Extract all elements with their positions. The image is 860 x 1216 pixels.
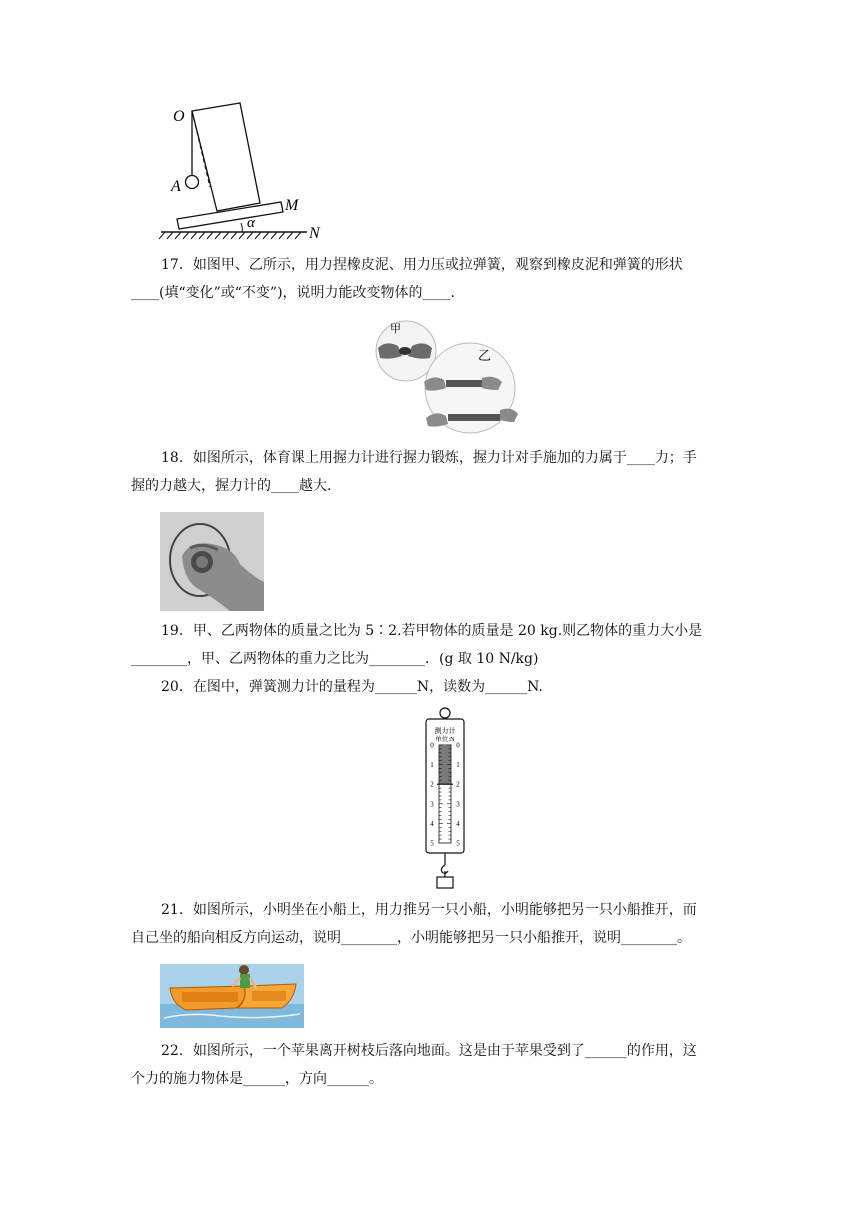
scale-tick-right: 2 bbox=[456, 780, 460, 789]
label-alpha: α bbox=[247, 215, 255, 231]
scale-tick-left: 2 bbox=[430, 780, 434, 789]
label-a: A bbox=[171, 178, 181, 195]
scale-tick-right: 0 bbox=[456, 741, 460, 750]
question-22-line1: 22．如图所示，一个苹果离开树枝后落向地面。这是由于苹果受到了______的作用，这 bbox=[161, 1043, 697, 1059]
question-19-line2: ________，甲、乙两物体的重力之比为________．(g 取 10 N/kg) bbox=[131, 651, 539, 667]
figure-clay-spring bbox=[372, 318, 522, 438]
figure-incline bbox=[155, 95, 335, 245]
scale-tick-right: 1 bbox=[456, 761, 460, 770]
question-18 bbox=[131, 444, 731, 500]
scale-title-2: 单位:N bbox=[435, 736, 455, 743]
question-18-line1: 18．如图所示，体育课上用握力计进行握力锻炼，握力计对手施加的力属于____力；手 bbox=[161, 450, 697, 466]
question-17-line1: 17．如图甲、乙所示，用力捏橡皮泥、用力压或拉弹簧，观察到橡皮泥和弹簧的形状 bbox=[161, 257, 683, 273]
scale-tick-right: 5 bbox=[456, 839, 460, 848]
question-18-line2: 握的力越大，握力计的____越大. bbox=[131, 478, 332, 494]
scale-tick-left: 1 bbox=[430, 761, 434, 770]
label-m: M bbox=[285, 197, 299, 214]
question-21-line1: 21．如图所示，小明坐在小船上，用力推另一只小船，小明能够把另一只小船推开，而 bbox=[161, 902, 697, 918]
figure-spring-scale bbox=[420, 705, 470, 891]
question-19 bbox=[131, 617, 731, 673]
label-n: N bbox=[309, 225, 320, 242]
scale-tick-left: 4 bbox=[430, 819, 434, 828]
question-22 bbox=[131, 1037, 731, 1093]
question-21 bbox=[131, 896, 731, 952]
question-20 bbox=[131, 673, 731, 701]
question-19-line1: 19．甲、乙两物体的质量之比为 5∶2.若甲物体的质量是 20 kg.则乙物体的重力大小是 bbox=[161, 623, 703, 639]
scale-tick-right: 3 bbox=[456, 800, 460, 809]
scale-tick-left: 3 bbox=[430, 800, 434, 809]
question-17-line2: ____(填“变化”或“不变”)，说明力能改变物体的____. bbox=[131, 285, 456, 301]
figure-grip-photo bbox=[160, 512, 264, 611]
figure-boats bbox=[160, 964, 304, 1028]
scale-tick-left: 5 bbox=[430, 839, 434, 848]
question-21-line2: 自己坐的船向相反方向运动，说明________，小明能够把另一只小船推开，说明________。 bbox=[131, 930, 691, 946]
question-22-line2: 个力的施力物体是______，方向______。 bbox=[131, 1071, 383, 1087]
scale-tick-left: 0 bbox=[430, 741, 434, 750]
label-o: O bbox=[173, 108, 185, 125]
question-17 bbox=[131, 251, 731, 307]
label-jia: 甲 bbox=[390, 323, 401, 335]
scale-tick-right: 4 bbox=[456, 819, 460, 828]
question-20-line1: 20．在图中，弹簧测力计的量程为______N，读数为______N. bbox=[161, 679, 543, 695]
scale-title-1: 测力计 bbox=[434, 727, 456, 735]
label-yi: 乙 bbox=[478, 348, 492, 363]
